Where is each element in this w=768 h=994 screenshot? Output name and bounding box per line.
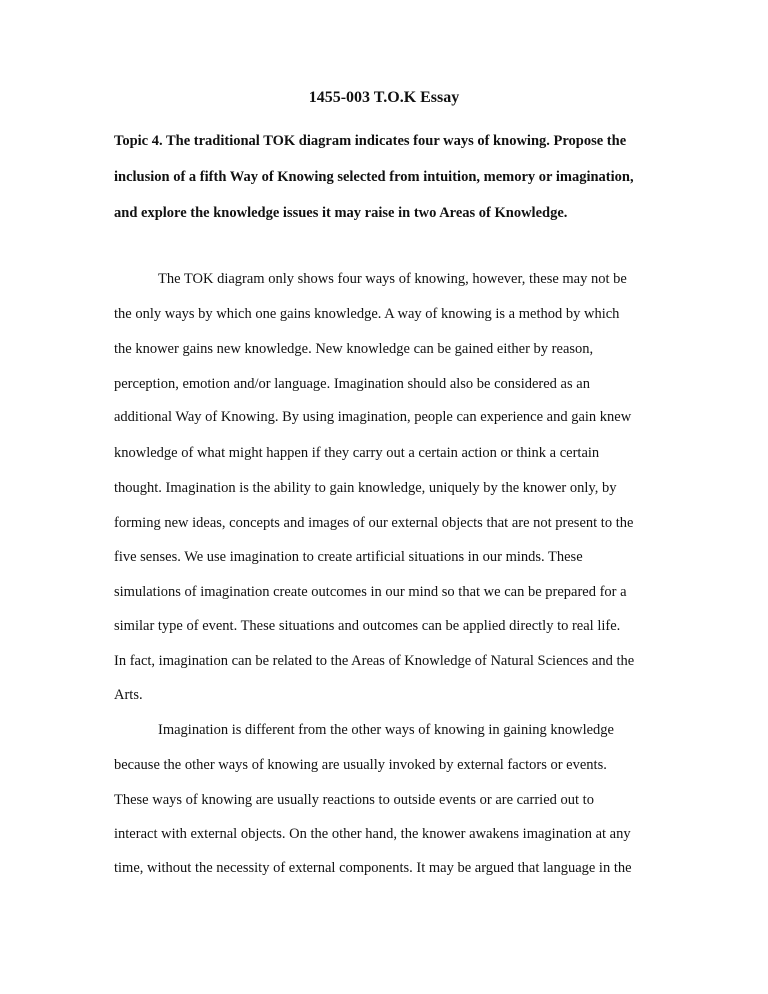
essay-title <box>0 88 768 108</box>
body-line: knowledge of what might happen if they carry out a certain action or think a certain <box>114 445 600 461</box>
body-line: the knower gains new knowledge. New knowledge can be gained either by reason, <box>114 341 594 357</box>
body-line: the only ways by which one gains knowledge. A way of knowing is a method by which <box>114 306 620 322</box>
body-line: Arts. <box>114 687 143 703</box>
body-line: time, without the necessity of external components. It may be argued that language in the <box>114 860 632 876</box>
body-line: These ways of knowing are usually reactions to outside events or are carried out to <box>114 792 594 808</box>
body-line: interact with external objects. On the other hand, the knower awakens imagination at any <box>114 826 631 842</box>
body-line: similar type of event. These situations and outcomes can be applied directly to real life. <box>114 618 621 634</box>
body-line: simulations of imagination create outcomes in our mind so that we can be prepared for a <box>114 584 627 600</box>
body-line: forming new ideas, concepts and images of our external objects that are not present to the <box>114 515 634 531</box>
body-line: perception, emotion and/or language. Imagination should also be considered as an <box>114 376 590 392</box>
body-line: In fact, imagination can be related to the Areas of Knowledge of Natural Sciences and the <box>114 653 635 669</box>
body-line: because the other ways of knowing are usually invoked by external factors or events. <box>114 757 607 773</box>
body-line: The TOK diagram only shows four ways of knowing, however, these may not be <box>158 271 627 287</box>
essay-title-text: 1455-003 T.O.K Essay <box>308 89 460 106</box>
body-line: thought. Imagination is the ability to gain knowledge, uniquely by the knower only, by <box>114 480 617 496</box>
topic-line: and explore the knowledge issues it may raise in two Areas of Knowledge. <box>114 205 568 221</box>
body-line: Imagination is different from the other ways of knowing in gaining knowledge <box>158 722 614 738</box>
body-line: additional Way of Knowing. By using imagination, people can experience and gain knew <box>114 409 632 425</box>
topic-line: Topic 4. The traditional TOK diagram indicates four ways of knowing. Propose the <box>114 133 627 149</box>
topic-line: inclusion of a fifth Way of Knowing selected from intuition, memory or imagination, <box>114 169 634 185</box>
body-line: five senses. We use imagination to create artificial situations in our minds. These <box>114 549 583 565</box>
